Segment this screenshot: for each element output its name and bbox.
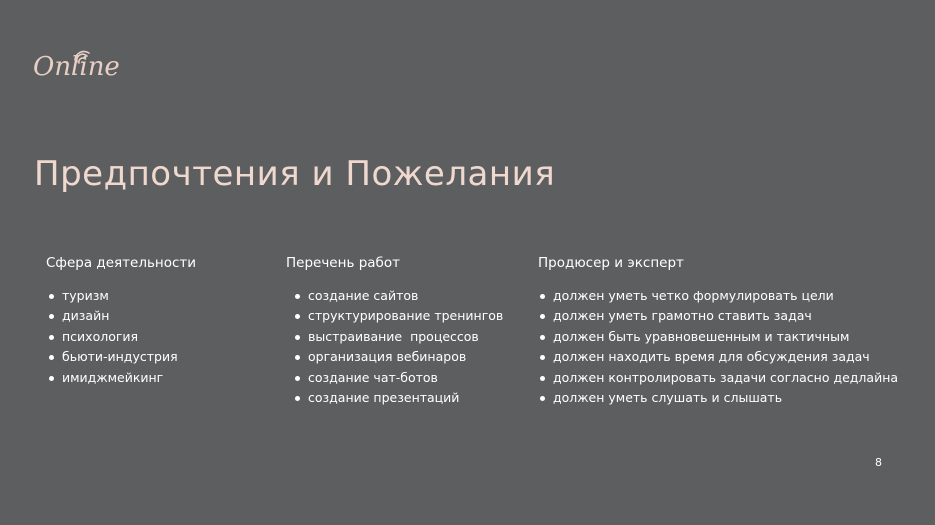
bullet-icon xyxy=(49,314,54,319)
bullet-icon xyxy=(49,376,54,381)
list-item xyxy=(286,347,526,367)
list-item xyxy=(538,286,908,306)
list-item xyxy=(538,347,908,367)
list-item xyxy=(538,327,908,347)
work-list xyxy=(286,286,526,408)
logo xyxy=(33,50,123,90)
bullet-icon xyxy=(540,376,545,381)
list-item-text: туризм xyxy=(62,288,109,303)
list-item-text: создание чат-ботов xyxy=(308,369,438,385)
bullet-icon xyxy=(49,335,54,340)
bullet-icon xyxy=(540,335,545,340)
list-item-text: психология xyxy=(62,328,139,344)
list-item xyxy=(46,286,266,306)
bullet-icon xyxy=(49,355,54,360)
bullet-icon xyxy=(540,396,545,401)
column-field-of-activity xyxy=(46,255,266,388)
list-item xyxy=(286,368,526,388)
list-item xyxy=(286,286,526,306)
list-item xyxy=(46,347,266,367)
bullet-icon xyxy=(295,335,300,340)
list-item-text: должен контролировать задачи согласно дедлайна xyxy=(553,369,899,385)
list-item-text: дизайн xyxy=(62,308,110,324)
list-item-text: должен быть уравновешенным и тактичным xyxy=(553,328,850,344)
bullet-icon xyxy=(295,294,300,299)
logo-text: Online xyxy=(33,52,120,82)
bullet-icon xyxy=(49,294,54,299)
list-item xyxy=(46,306,266,326)
column-heading: Перечень работ xyxy=(286,255,400,271)
list-item-text: создание презентаций xyxy=(308,390,460,406)
page-number: 8 xyxy=(875,456,882,469)
list-item xyxy=(538,388,908,408)
list-item-text: организация вебинаров xyxy=(308,349,467,365)
list-item xyxy=(538,368,908,388)
bullet-icon xyxy=(295,314,300,319)
list-item-text: выстраивание процессов xyxy=(308,328,479,344)
activity-list xyxy=(46,286,266,388)
bullet-icon xyxy=(295,355,300,360)
list-item xyxy=(286,388,526,408)
bullet-icon xyxy=(540,314,545,319)
list-item-text: должен уметь четко формулировать цели xyxy=(553,288,834,303)
list-item-text: имиджмейкинг xyxy=(62,369,164,385)
requirements-list xyxy=(538,286,908,408)
wifi-icon xyxy=(73,50,93,64)
bullet-icon xyxy=(540,355,545,360)
list-item xyxy=(286,327,526,347)
bullet-icon xyxy=(295,396,300,401)
column-heading: Сфера деятельности xyxy=(46,255,197,271)
column-heading: Продюсер и эксперт xyxy=(538,255,684,271)
column-work-list xyxy=(286,255,526,408)
list-item-text: должен находить время для обсуждения задач xyxy=(553,349,870,365)
list-item-text: должен уметь грамотно ставить задач xyxy=(553,308,812,324)
list-item xyxy=(286,306,526,326)
list-item-text: структурирование тренингов xyxy=(308,308,504,324)
list-item-text: должен уметь слушать и слышать xyxy=(553,390,783,406)
list-item xyxy=(538,306,908,326)
list-item-text: создание сайтов xyxy=(308,288,419,303)
bullet-icon xyxy=(540,294,545,299)
list-item-text: бьюти-индустрия xyxy=(62,349,178,365)
list-item xyxy=(46,327,266,347)
bullet-icon xyxy=(295,376,300,381)
page-title: Предпочтения и Пожелания xyxy=(34,154,556,194)
column-producer-expert xyxy=(538,255,908,408)
list-item xyxy=(46,368,266,388)
